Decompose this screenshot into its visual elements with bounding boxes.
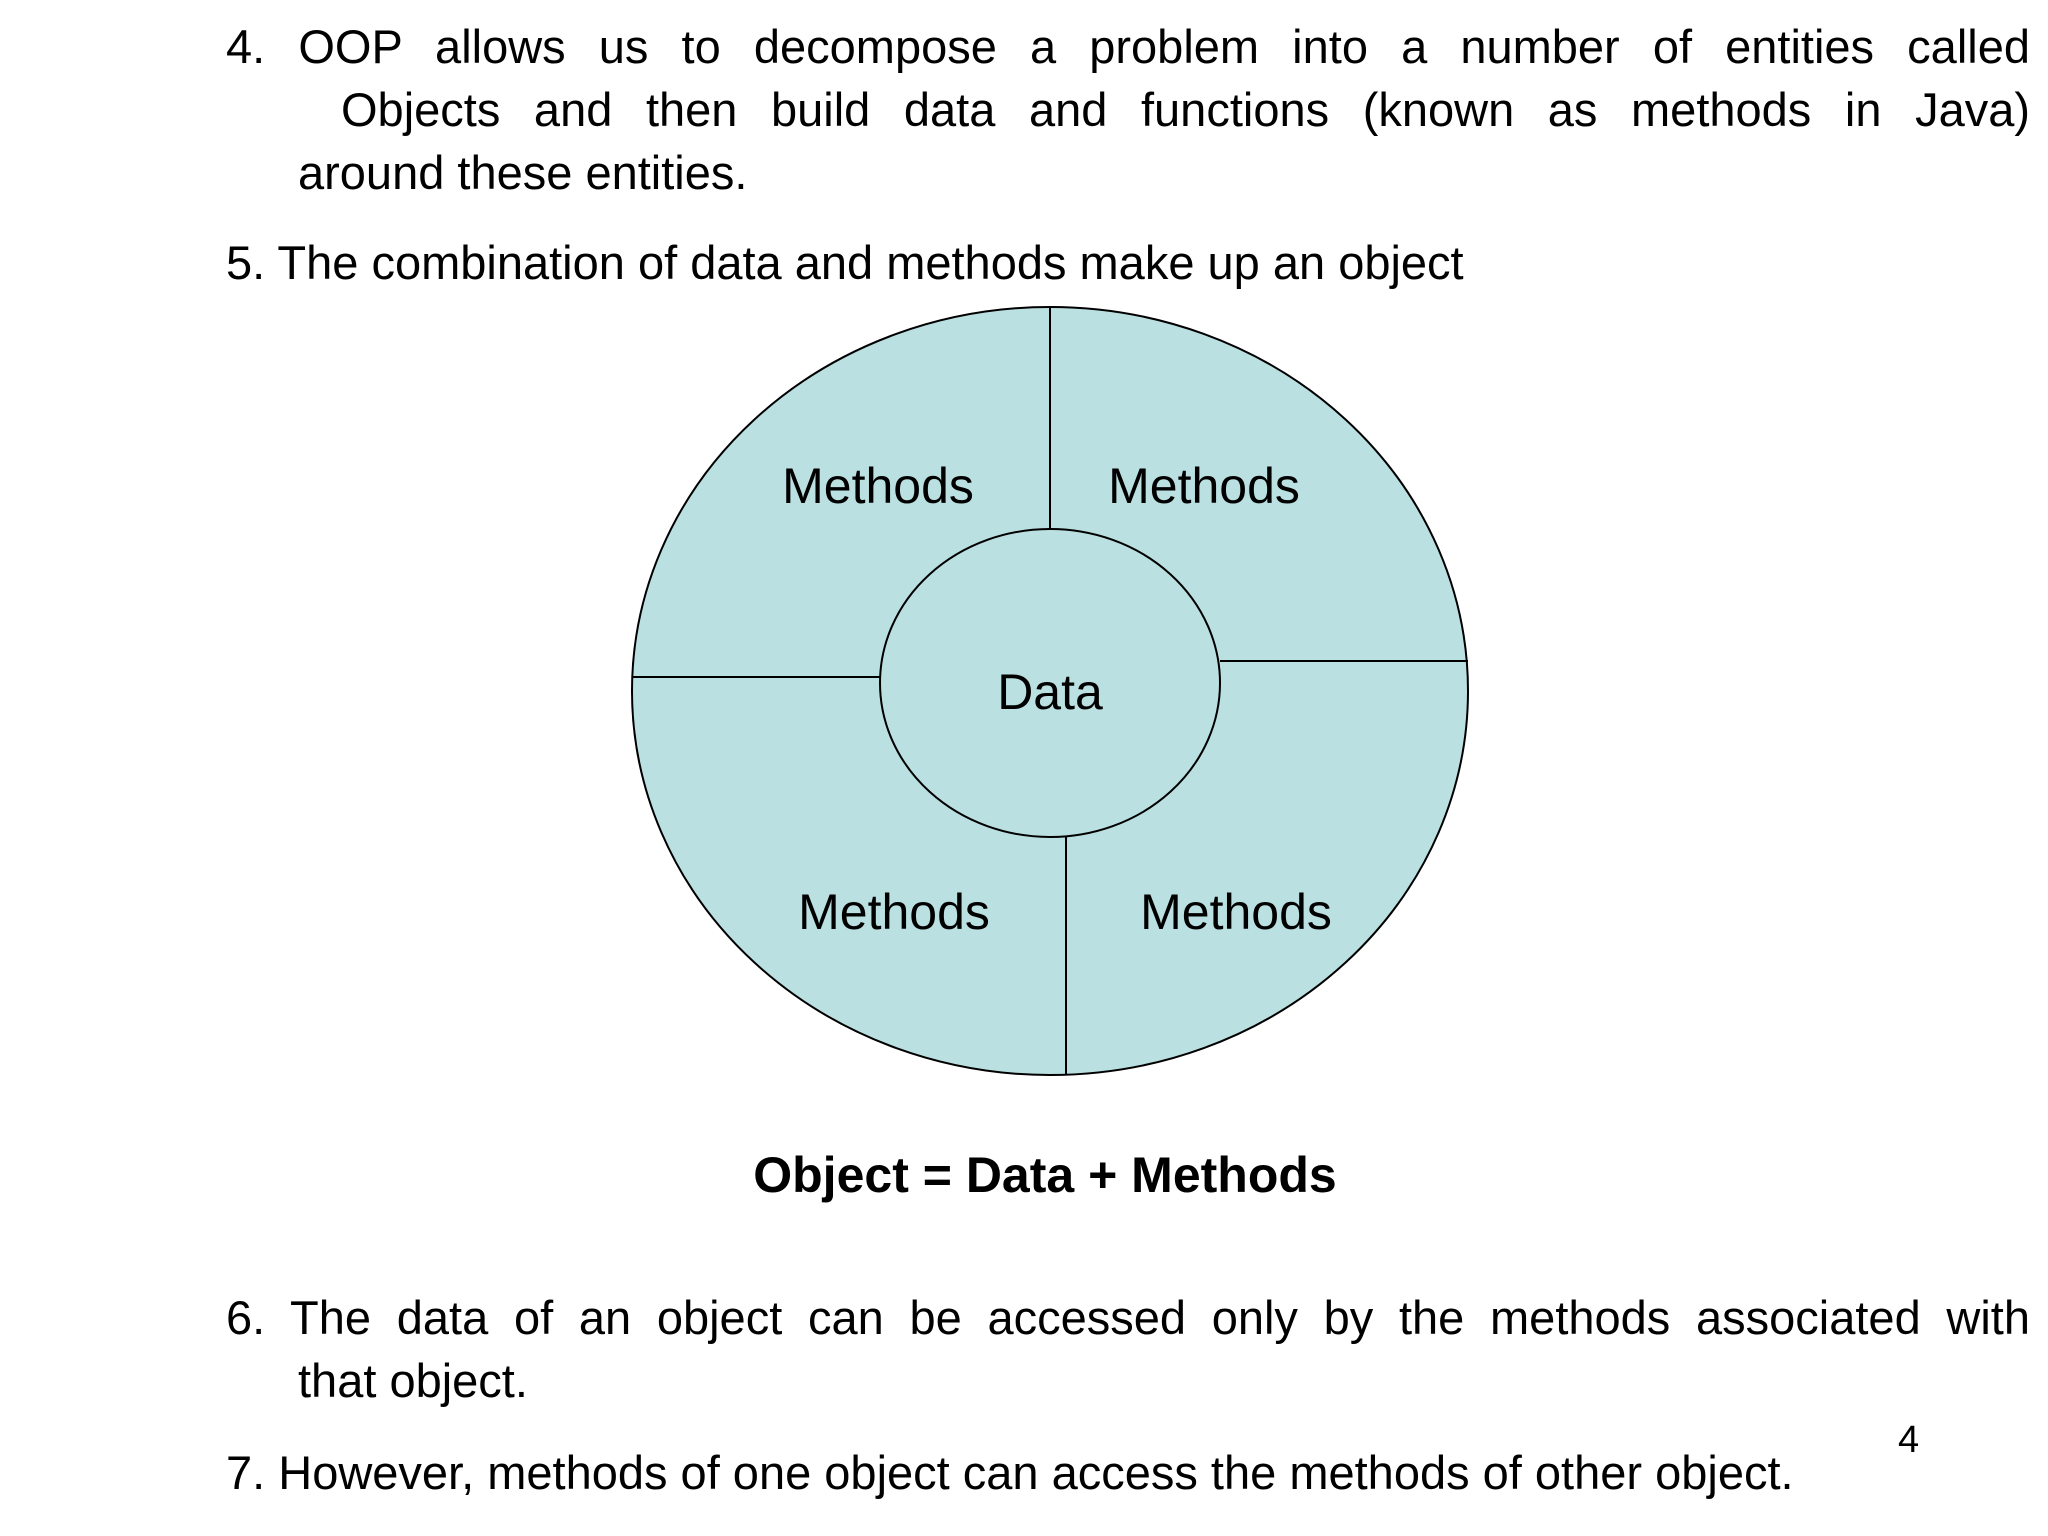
paragraph-5-text: 5. The combination of data and methods make up an object xyxy=(226,236,1464,289)
data-label: Data xyxy=(997,664,1103,720)
paragraph-4-line-3: around these entities. xyxy=(298,146,748,199)
methods-label-bottom-left: Methods xyxy=(798,884,990,940)
paragraph-6 xyxy=(226,1286,2030,1412)
paragraph-7-text: 7. However, methods of one object can access the methods of other object. xyxy=(226,1446,1794,1499)
paragraph-4-line-1: 4. OOP allows us to decompose a problem into a number of entities called xyxy=(226,20,2030,73)
page-number: 4 xyxy=(1898,1419,1920,1461)
paragraph-7 xyxy=(226,1441,2030,1504)
methods-label-top-right: Methods xyxy=(1108,458,1300,514)
methods-label-bottom-right: Methods xyxy=(1140,884,1332,940)
diagram-caption: Object = Data + Methods xyxy=(753,1147,1337,1203)
paragraph-6-line-2: that object. xyxy=(298,1354,528,1407)
paragraph-6-line-1: 6. The data of an object can be accessed only by the methods associated with xyxy=(226,1291,2030,1344)
methods-label-top-left: Methods xyxy=(782,458,974,514)
paragraph-4-line-2: Objects and then build data and functions (known as methods in Java) xyxy=(341,83,2030,136)
